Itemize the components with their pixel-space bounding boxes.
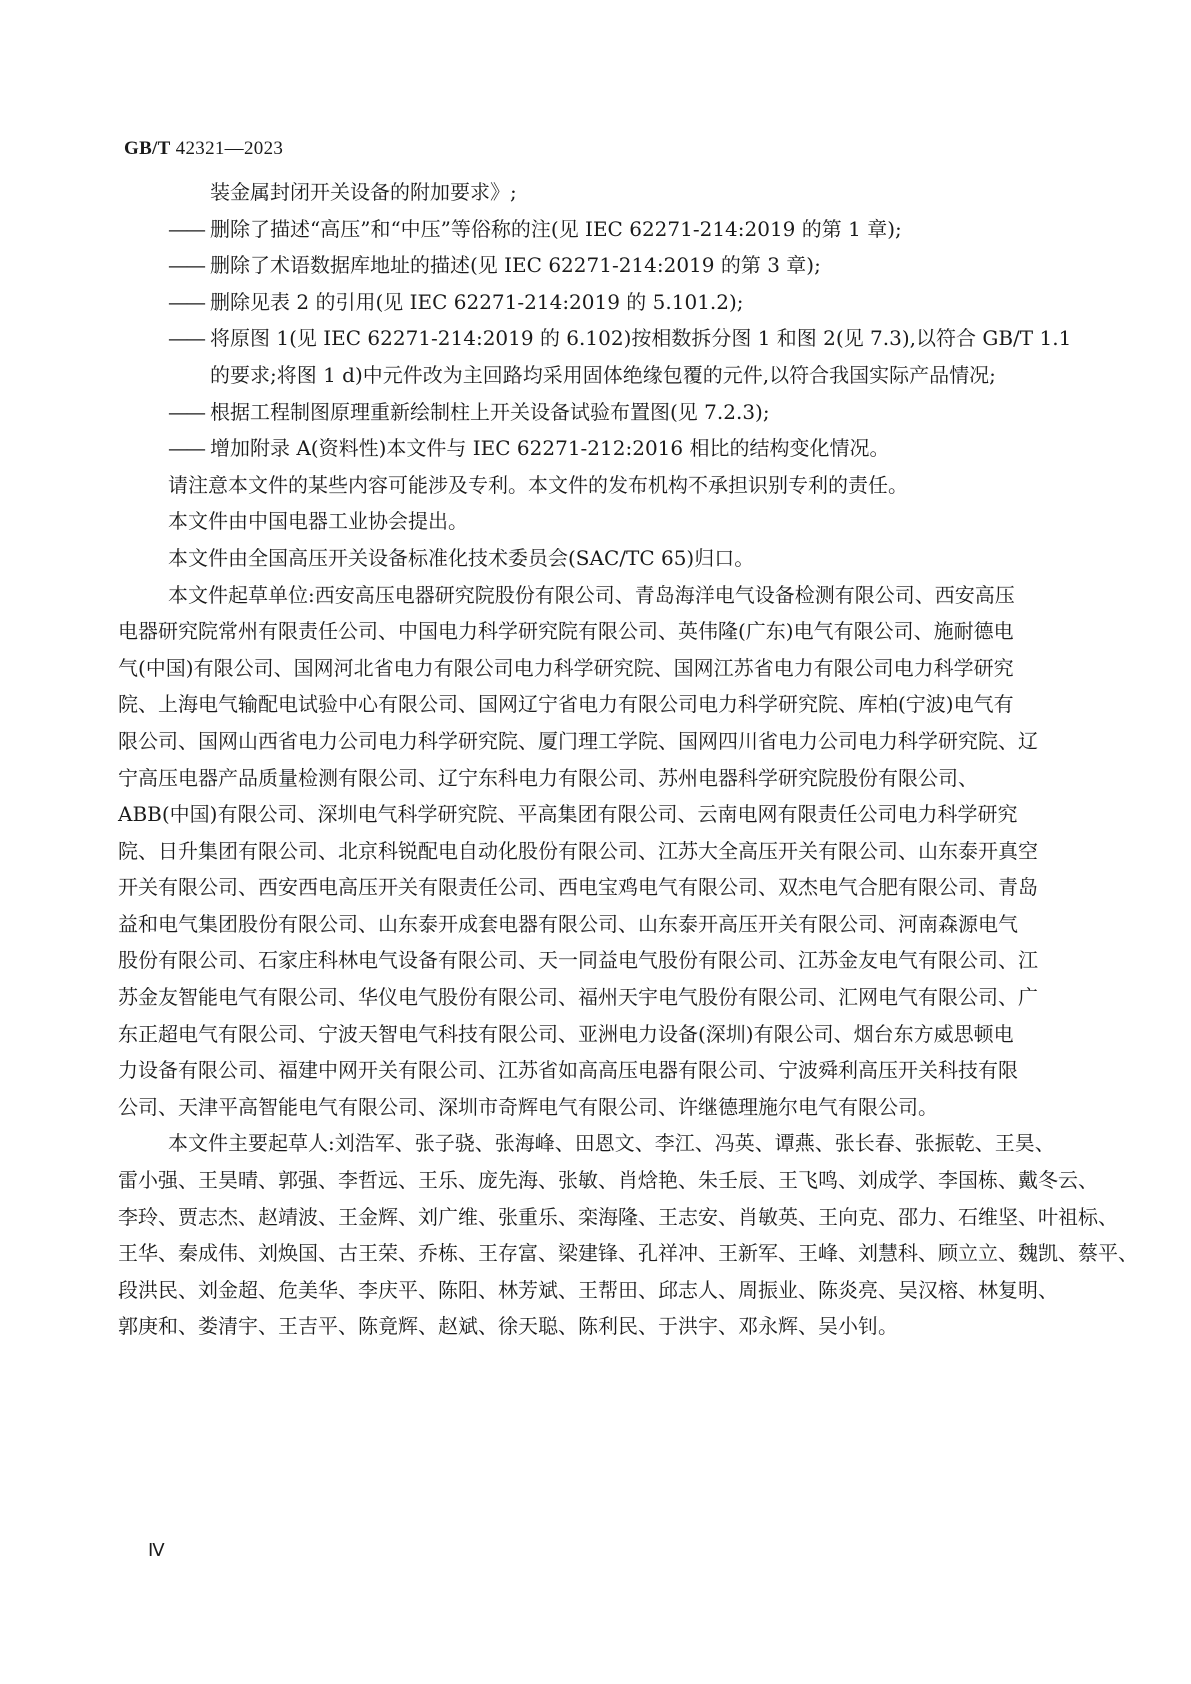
dash: —— xyxy=(168,326,204,351)
standard-number: 42321—2023 xyxy=(175,138,284,159)
document-header xyxy=(124,138,283,160)
change-item: —— 将原图 1(见 IEC 62271-214:2019 的 6.102)按相数拆分图 1 和图 2(见 7.3),以符合 GB/T 1.1 xyxy=(118,320,1046,357)
proposed-by: 本文件由中国电器工业协会提出。 xyxy=(168,509,468,534)
text-line: 苏金友智能电气有限公司、华仪电气股份有限公司、福州天宇电气股份有限公司、汇网电气有限公司、广 xyxy=(118,985,1038,1010)
text-line: 电器研究院常州有限责任公司、中国电力科学研究院有限公司、英伟隆(广东)电气有限公司、施耐德电 xyxy=(118,619,1014,644)
text-line: 段洪民、刘金超、危美华、李庆平、陈阳、林芳斌、王帮田、邱志人、周振业、陈炎亮、吴汉榕、林复明、 xyxy=(118,1277,1058,1302)
text-line: 东正超电气有限公司、宁波天智电气科技有限公司、亚洲电力设备(深圳)有限公司、烟台东方威思顿电 xyxy=(118,1021,1014,1046)
drafting-units-paragraph xyxy=(118,577,1046,1126)
text-line: 股份有限公司、石家庄科林电气设备有限公司、天一同益电气股份有限公司、江苏金友电气有限公司、江 xyxy=(118,948,1038,973)
text-line: 限公司、国网山西省电力公司电力科学研究院、厦门理工学院、国网四川省电力公司电力科学研究院、辽 xyxy=(118,728,1038,753)
change-item: —— 增加附录 A(资料性)本文件与 IEC 62271-212:2016 相比的结构变化情况。 xyxy=(118,430,1046,467)
text-line: 王华、秦成伟、刘焕国、古王荣、乔栋、王存富、梁建锋、孔祥冲、王新军、王峰、刘慧科、顾立立、魏凯、蔡平、 xyxy=(118,1241,1138,1266)
text-line: 力设备有限公司、福建中网开关有限公司、江苏省如高高压电器有限公司、宁波舜利高压开关科技有限 xyxy=(118,1058,1018,1083)
change-item: —— 删除见表 2 的引用(见 IEC 62271-214:2019 的 5.101.2); xyxy=(118,284,1046,321)
text-line: 本文件起草单位:西安高压电器研究院股份有限公司、青岛海洋电气设备检测有限公司、西安高压 xyxy=(168,582,1015,607)
text-line: 本文件主要起草人:刘浩军、张子骁、张海峰、田恩文、李江、冯英、谭燕、张长春、张振乾、王昊、 xyxy=(168,1131,1055,1156)
managed-by: 本文件由全国高压开关设备标准化技术委员会(SAC/TC 65)归口。 xyxy=(168,545,755,570)
drafters-paragraph xyxy=(118,1125,1138,1345)
text-line: 公司、天津平高智能电气有限公司、深圳市奇辉电气有限公司、许继德理施尔电气有限公司。 xyxy=(118,1094,938,1119)
document-body xyxy=(118,174,1138,1345)
dash: —— xyxy=(168,253,204,278)
text-line: 宁高压电器产品质量检测有限公司、辽宁东科电力有限公司、苏州电器科学研究院股份有限公司、 xyxy=(118,765,978,790)
text-line: 雷小强、王昊晴、郭强、李哲远、王乐、庞先海、张敏、肖焓艳、朱壬辰、王飞鸣、刘成学、李国栋、戴冬云、 xyxy=(118,1168,1098,1193)
dash: —— xyxy=(168,216,204,241)
text-line: 气(中国)有限公司、国网河北省电力有限公司电力科学研究院、国网江苏省电力有限公司电力科学研究 xyxy=(118,655,1014,680)
text-line: 院、日升集团有限公司、北京科锐配电自动化股份有限公司、江苏大全高压开关有限公司、山东泰开真空 xyxy=(118,838,1038,863)
text-line: 郭庚和、娄清宇、王吉平、陈竟辉、赵斌、徐天聪、陈利民、于洪宇、邓永辉、吴小钊。 xyxy=(118,1314,898,1339)
text-line: ABB(中国)有限公司、深圳电气科学研究院、平高集团有限公司、云南电网有限责任公司电力科学研究 xyxy=(118,802,1018,827)
dash: —— xyxy=(168,399,204,424)
continuation-line: 装金属封闭开关设备的附加要求》; xyxy=(210,180,517,204)
dash: —— xyxy=(168,289,204,314)
change-item: —— 删除了描述“高压”和“中压”等俗称的注(见 IEC 62271-214:2019 的第 1 章); xyxy=(118,211,1046,248)
change-item: —— 根据工程制图原理重新绘制柱上开关设备试验布置图(见 7.2.3); xyxy=(118,394,1046,431)
text-line: 李玲、贾志杰、赵靖波、王金辉、刘广维、张重乐、栾海隆、王志安、肖敏英、王向克、邵力、石维坚、叶祖标、 xyxy=(118,1204,1118,1229)
change-item-continuation: 的要求;将图 1 d)中元件改为主回路均采用固体绝缘包覆的元件,以符合我国实际产品情况; xyxy=(210,362,996,387)
change-item: —— 删除了术语数据库地址的描述(见 IEC 62271-214:2019 的第 3 章); xyxy=(118,247,1046,284)
patent-notice: 请注意本文件的某些内容可能涉及专利。本文件的发布机构不承担识别专利的责任。 xyxy=(168,472,908,497)
text-line: 开关有限公司、西安西电高压开关有限责任公司、西电宝鸡电气有限公司、双杰电气合肥有限公司、青岛 xyxy=(118,875,1038,900)
dash: —— xyxy=(168,436,204,461)
standard-code: GB/T xyxy=(124,138,171,159)
text-line: 院、上海电气输配电试验中心有限公司、国网辽宁省电力有限公司电力科学研究院、库柏(宁波)电气有 xyxy=(118,692,1014,717)
page-number: Ⅳ xyxy=(148,1540,165,1560)
text-line: 益和电气集团股份有限公司、山东泰开成套电器有限公司、山东泰开高压开关有限公司、河南森源电气 xyxy=(118,911,1018,936)
